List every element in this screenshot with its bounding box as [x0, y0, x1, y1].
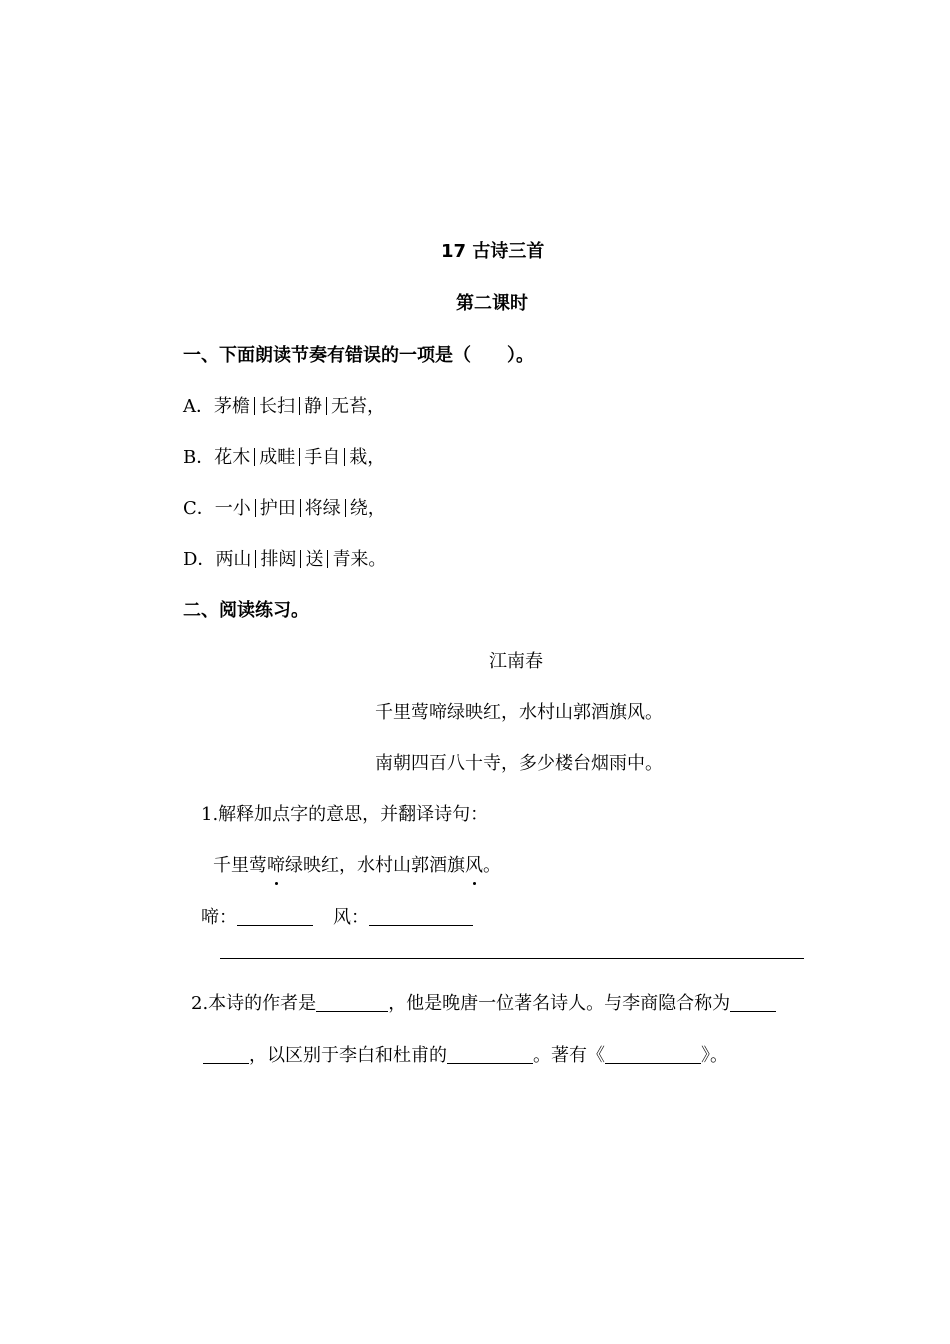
option-part: 青来。: [332, 549, 387, 570]
nickname-blank-end[interactable]: [203, 1045, 249, 1064]
q2-text: ，以区别于李白和杜甫的: [249, 1045, 447, 1066]
option-label: B．: [183, 447, 215, 468]
poem-text: 绿映红，水村山郭酒旗: [285, 855, 465, 876]
option-part: 护田: [259, 498, 296, 519]
rhythm-divider: [327, 550, 328, 568]
option-label: A．: [183, 396, 214, 417]
answer-blank-feng[interactable]: [369, 907, 473, 926]
page-title: 17 古诗三首: [441, 241, 545, 262]
q2-text: 。著有《: [533, 1045, 605, 1066]
option-c: [183, 494, 386, 520]
rhythm-divider: [254, 397, 255, 415]
option-part: 静: [304, 396, 322, 417]
q2-text: 》。: [701, 1045, 728, 1066]
option-part: 绕，: [349, 498, 386, 519]
option-label: D．: [183, 549, 216, 570]
translation-blank-line[interactable]: [220, 958, 804, 959]
poem-text: 千里莺: [213, 855, 267, 876]
option-part: 送: [305, 549, 324, 570]
option-part: 一小: [214, 498, 251, 519]
question-2-line-1: [191, 989, 776, 1015]
q2-text: 2.本诗的作者是: [191, 993, 317, 1014]
option-part: 将绿: [304, 498, 341, 519]
question-2-line-2: [203, 1041, 728, 1067]
rhythm-divider: [299, 448, 300, 466]
option-part: 长扫: [259, 396, 295, 417]
page-subtitle: 第二课时: [456, 293, 528, 314]
option-part: 两山: [215, 549, 252, 570]
poem-line-2: 南朝四百八十寺，多少楼台烟雨中。: [375, 753, 663, 774]
option-b: [183, 443, 385, 469]
section1-heading: 一、下面朗读节奏有错误的一项是（ ）。: [183, 345, 534, 366]
option-a: [183, 392, 385, 418]
comparison-blank[interactable]: [447, 1045, 533, 1064]
question-1-answers: [201, 903, 473, 929]
q2-text: ，他是晚唐一位著名诗人。与李商隐合称为: [388, 993, 731, 1014]
poem-text: 。: [483, 855, 501, 876]
poem-line-1: 千里莺啼绿映红，水村山郭酒旗风。: [375, 702, 663, 723]
option-part: 排闼: [260, 549, 297, 570]
dotted-char-ti: 啼: [267, 851, 285, 877]
works-blank[interactable]: [605, 1045, 701, 1064]
dotted-char-feng: 风: [465, 851, 483, 877]
rhythm-divider: [255, 499, 256, 517]
rhythm-divider: [254, 448, 255, 466]
rhythm-divider: [344, 448, 345, 466]
author-blank[interactable]: [316, 993, 388, 1012]
option-part: 无苔，: [331, 396, 385, 417]
answer-blank-ti[interactable]: [237, 907, 313, 926]
option-d: [183, 545, 386, 571]
answer-label-ti: 啼：: [201, 907, 237, 928]
section2-heading: 二、阅读练习。: [183, 600, 309, 621]
rhythm-divider: [255, 550, 256, 568]
rhythm-divider: [300, 499, 301, 517]
option-part: 手自: [304, 447, 341, 468]
option-part: 茅檐: [214, 396, 250, 417]
rhythm-divider: [300, 550, 301, 568]
rhythm-divider: [326, 397, 327, 415]
question-1-poem-line: [213, 851, 501, 877]
rhythm-divider: [299, 397, 300, 415]
option-part: 栽，: [349, 447, 386, 468]
option-part: 成畦: [259, 447, 296, 468]
question-1-prompt: 1.解释加点字的意思，并翻译诗句：: [201, 804, 489, 825]
option-label: C．: [183, 498, 215, 519]
option-part: 花木: [214, 447, 251, 468]
poem-title: 江南春: [489, 651, 543, 672]
answer-label-feng: 风：: [333, 907, 369, 928]
nickname-blank-start[interactable]: [730, 993, 776, 1012]
rhythm-divider: [345, 499, 346, 517]
